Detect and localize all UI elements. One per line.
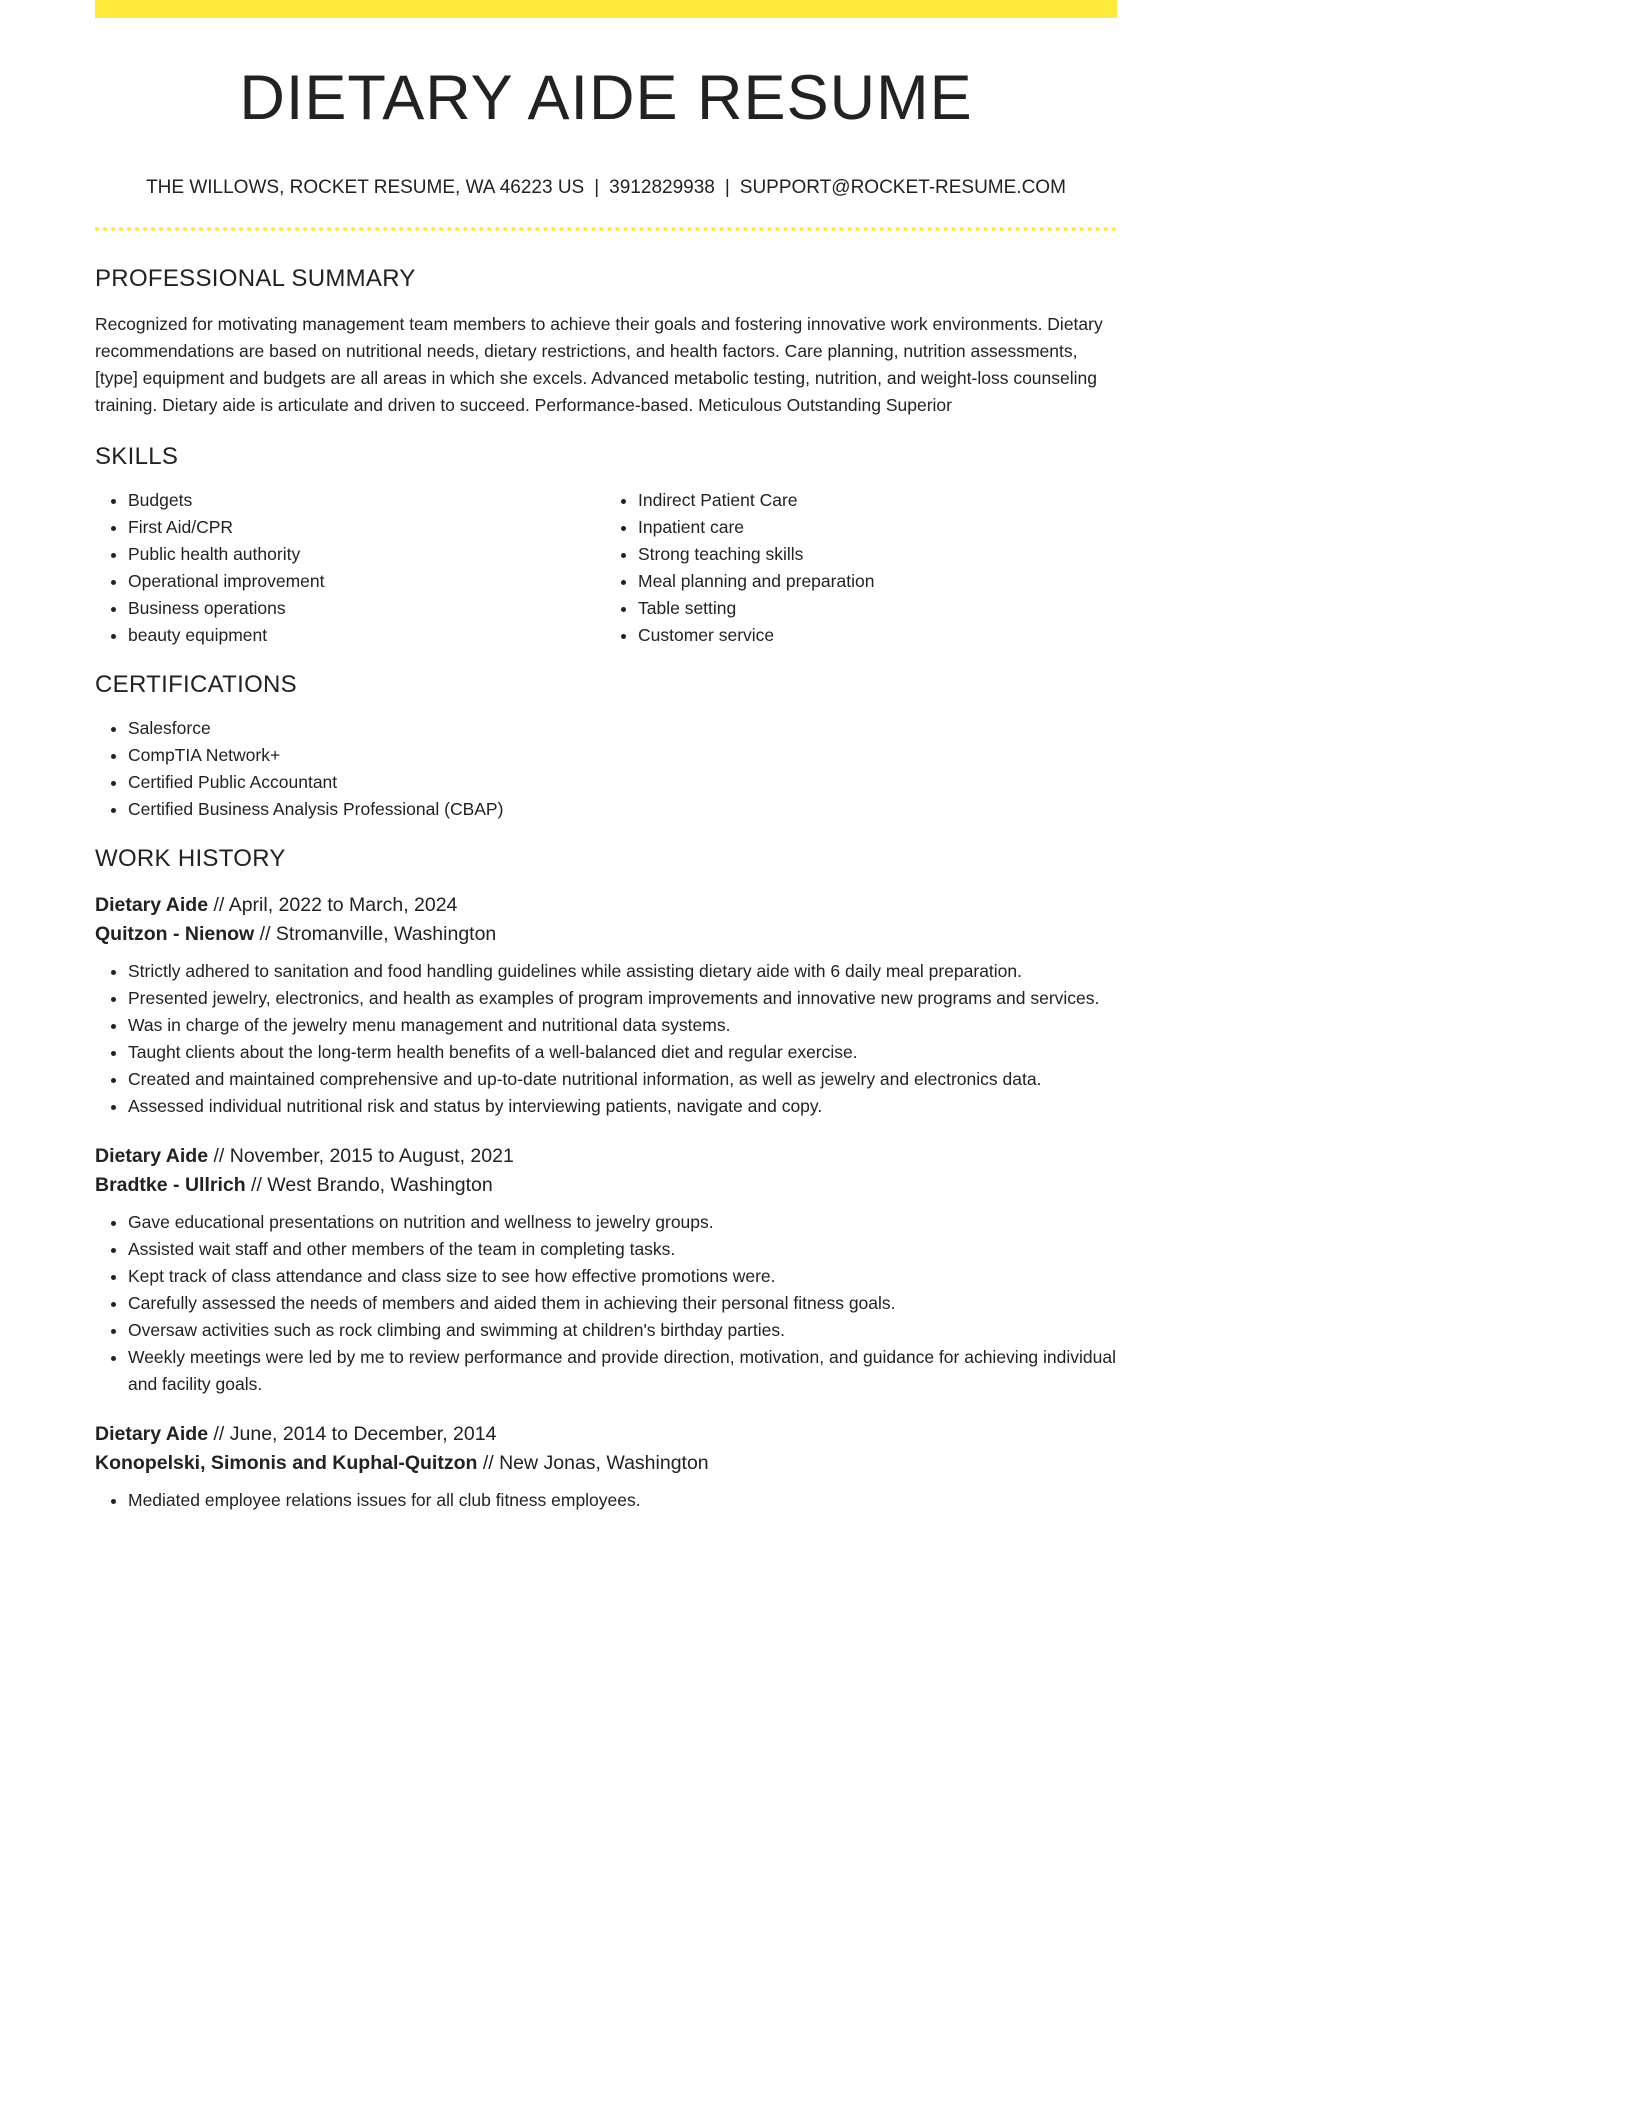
section-heading-work-history: WORK HISTORY: [95, 845, 286, 872]
job-title-line: [95, 891, 1117, 920]
contact-separator: |: [724, 177, 730, 198]
resume-title: DIETARY AIDE RESUME: [239, 63, 973, 133]
skill-item: • First Aid/CPR: [128, 514, 598, 541]
contact-email: SUPPORT@ROCKET-RESUME.COM: [739, 177, 1066, 198]
certification-item: • CompTIA Network+: [128, 742, 1117, 769]
skill-item: • Operational improvement: [128, 568, 598, 595]
job-location: Stromanville, Washington: [275, 923, 497, 945]
job-dates: April, 2022 to March, 2024: [228, 894, 458, 916]
job-duty-item: • Assisted wait staff and other members of the team in completing tasks.: [128, 1236, 1117, 1263]
skills-grid: [95, 487, 1117, 649]
job-duty-item: • Mediated employee relations issues for all club fitness employees.: [128, 1487, 1117, 1514]
certification-item: • Certified Business Analysis Professional (CBAP): [128, 796, 1117, 823]
skills-column-left: [95, 487, 598, 649]
contact-phone: 3912829938: [609, 177, 715, 198]
job-duties-list: [95, 958, 1117, 1120]
job-dates: November, 2015 to August, 2021: [229, 1145, 514, 1167]
job-title-line: [95, 1420, 1117, 1449]
job-company: Quitzon - Nienow: [95, 923, 255, 945]
skill-item: • Public health authority: [128, 541, 598, 568]
job-separator: //: [254, 923, 276, 945]
job-title: Dietary Aide: [95, 894, 209, 916]
job-title-line: [95, 1142, 1117, 1171]
job-location: West Brando, Washington: [267, 1174, 493, 1196]
job-duty-item: • Taught clients about the long-term health benefits of a well-balanced diet and regular exercise.: [128, 1039, 1117, 1066]
contact-address: THE WILLOWS, ROCKET RESUME, WA 46223 US: [146, 177, 585, 198]
job-duty-item: • Oversaw activities such as rock climbing and swimming at children's birthday parties.: [128, 1317, 1117, 1344]
summary-text: Recognized for motivating management team members to achieve their goals and fostering innovative work environments. Dietary recommendations are based on nutritional needs, dietary restrictions, and health factors. Care planning, nutrition assessments, [type] equipment and budgets are all areas in which she excels. Advanced metabolic testing, nutrition, and weight-loss counseling training. Dietary aide is articulate and driven to succeed. Performance-based. Meticulous Outstanding Superior: [95, 314, 1103, 415]
skill-item: • Meal planning and preparation: [638, 568, 1108, 595]
certification-item: • Salesforce: [128, 715, 1117, 742]
skill-item: • Budgets: [128, 487, 598, 514]
job-duties-list: [95, 1209, 1117, 1398]
job-entry: [95, 891, 1117, 1120]
job-separator: //: [245, 1174, 268, 1196]
job-duties-list: [95, 1487, 1117, 1514]
job-entry: [95, 1142, 1117, 1398]
job-company: Konopelski, Simonis and Kuphal-Quitzon: [95, 1452, 478, 1474]
job-company-line: [95, 1449, 1117, 1478]
job-duty-item: • Weekly meetings were led by me to review performance and provide direction, motivation, and guidance for achieving individual and facility goals.: [128, 1344, 1117, 1398]
job-separator: //: [477, 1452, 500, 1474]
job-company: Bradtke - Ullrich: [95, 1174, 246, 1196]
job-duty-item: • Carefully assessed the needs of members and aided them in achieving their personal fitness goals.: [128, 1290, 1117, 1317]
resume-page: [95, 0, 1117, 1514]
header-divider: [95, 227, 1117, 231]
certification-item: • Certified Public Accountant: [128, 769, 1117, 796]
job-duty-item: • Presented jewelry, electronics, and health as examples of program improvements and innovative new programs and services.: [128, 985, 1117, 1012]
skill-item: • Table setting: [638, 595, 1108, 622]
job-entry: [95, 1420, 1117, 1514]
job-company-line: [95, 920, 1117, 949]
job-duty-item: • Strictly adhered to sanitation and food handling guidelines while assisting dietary aide with 6 daily meal preparation.: [128, 958, 1117, 985]
contact-line: [95, 176, 1117, 200]
skill-item: • Customer service: [638, 622, 1108, 649]
job-title: Dietary Aide: [95, 1145, 209, 1167]
skill-item: • Inpatient care: [638, 514, 1108, 541]
certifications-list: [95, 715, 1117, 823]
contact-separator: |: [594, 177, 600, 198]
section-heading-summary: PROFESSIONAL SUMMARY: [95, 265, 416, 292]
job-duty-item: • Kept track of class attendance and class size to see how effective promotions were.: [128, 1263, 1117, 1290]
section-heading-skills: SKILLS: [95, 443, 179, 470]
skill-item: • beauty equipment: [128, 622, 598, 649]
job-duty-item: • Was in charge of the jewelry menu management and nutritional data systems.: [128, 1012, 1117, 1039]
skill-item: • Business operations: [128, 595, 598, 622]
top-accent-bar: [95, 0, 1117, 18]
section-heading-certifications: CERTIFICATIONS: [95, 671, 297, 698]
job-location: New Jonas, Washington: [499, 1452, 709, 1474]
job-company-line: [95, 1171, 1117, 1200]
job-separator: //: [208, 894, 229, 916]
job-separator: //: [208, 1145, 230, 1167]
job-separator: //: [208, 1423, 230, 1445]
skill-item: • Strong teaching skills: [638, 541, 1108, 568]
job-title: Dietary Aide: [95, 1423, 209, 1445]
skills-column-right: [598, 487, 1108, 649]
skill-item: • Indirect Patient Care: [638, 487, 1108, 514]
job-duty-item: • Assessed individual nutritional risk and status by interviewing patients, navigate and copy.: [128, 1093, 1117, 1120]
job-duty-item: • Created and maintained comprehensive and up-to-date nutritional information, as well as jewelry and electronics data.: [128, 1066, 1117, 1093]
job-dates: June, 2014 to December, 2014: [229, 1423, 497, 1445]
job-duty-item: • Gave educational presentations on nutrition and wellness to jewelry groups.: [128, 1209, 1117, 1236]
